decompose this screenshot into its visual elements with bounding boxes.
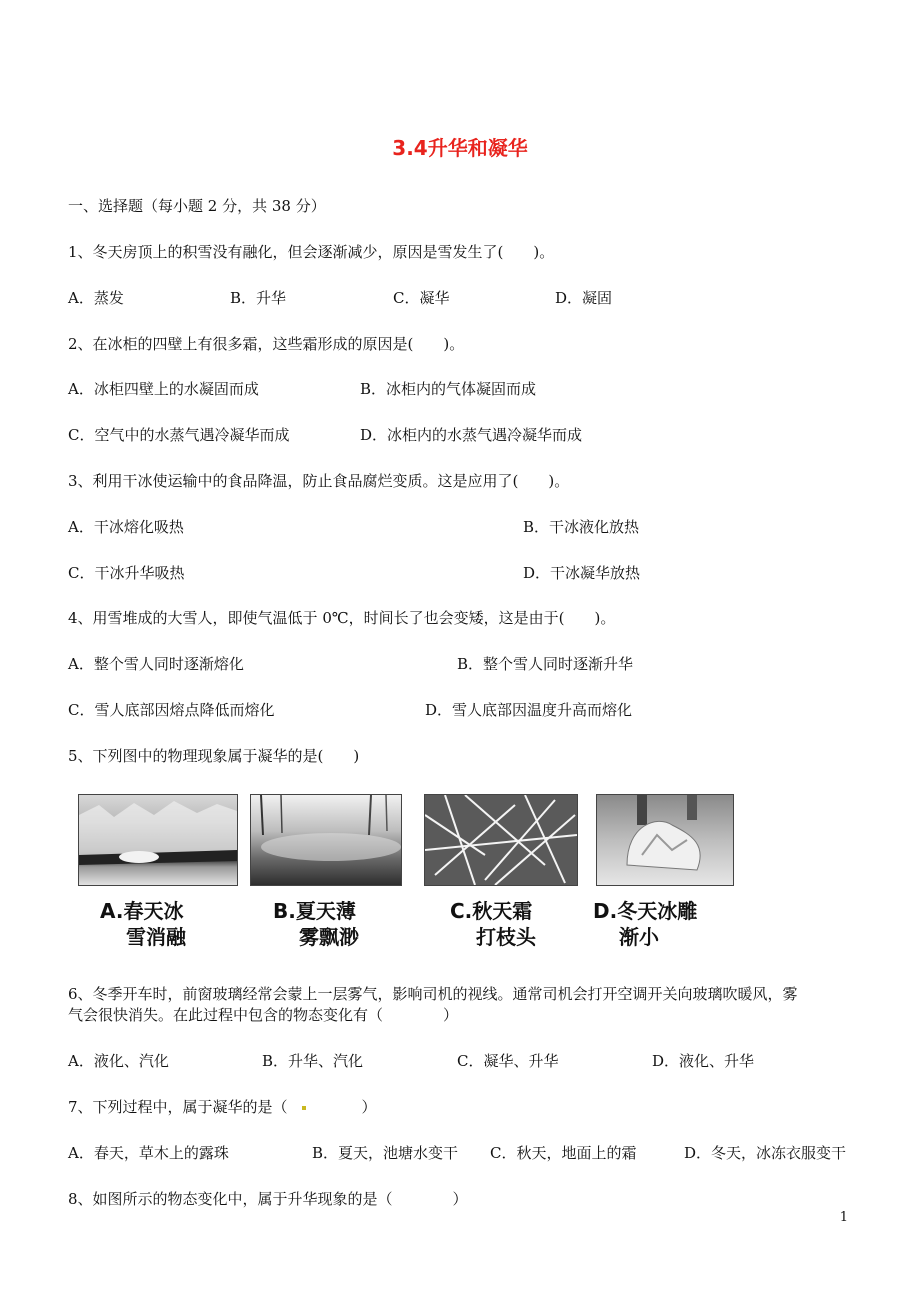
q2-option-a: A．冰柜四壁上的水凝固而成 xyxy=(68,380,259,398)
q7-option-a: A．春天，草木上的露珠 xyxy=(68,1144,229,1162)
winter-ice-sculpture-image xyxy=(596,794,734,886)
caption-c: C.秋天霜 打枝头 xyxy=(450,899,536,949)
question-5-stem: 5、下列图中的物理现象属于凝华的是( ) xyxy=(68,747,360,765)
q3-option-b: B．干冰液化放热 xyxy=(523,518,640,536)
q2-option-c: C．空气中的水蒸气遇冷凝华而成 xyxy=(68,426,290,444)
q1-option-c: C．凝华 xyxy=(393,289,450,307)
q1-option-b: B．升华 xyxy=(230,289,287,307)
q7-option-d: D．冬天，冰冻衣服变干 xyxy=(684,1144,847,1162)
q1-option-a: A．蒸发 xyxy=(68,289,124,307)
question-2-stem: 2、在冰柜的四壁上有很多霜，这些霜形成的原因是( )。 xyxy=(68,335,465,353)
q2-option-d: D．冰柜内的水蒸气遇冷凝华而成 xyxy=(360,426,583,444)
page-number: 1 xyxy=(839,1210,848,1225)
q6-option-c: C．凝华、升华 xyxy=(457,1052,559,1070)
question-6-stem-line1: 6、冬季开车时，前窗玻璃经常会蒙上一层雾气，影响司机的视线。通常司机会打开空调开关向玻璃吹暖风，雾 xyxy=(68,985,798,1003)
q3-option-a: A．干冰熔化吸热 xyxy=(68,518,184,536)
q7-option-b: B．夏天，池塘水变干 xyxy=(312,1144,459,1162)
autumn-frost-image xyxy=(424,794,578,886)
q4-option-a: A．整个雪人同时逐渐熔化 xyxy=(68,655,244,673)
spring-ice-melting-image xyxy=(78,794,238,886)
question-4-stem: 4、用雪堆成的大雪人，即使气温低于 0℃，时间长了也会变矮，这是由于( )。 xyxy=(68,609,616,627)
q7-option-c: C．秋天，地面上的霜 xyxy=(490,1144,637,1162)
q2-option-b: B．冰柜内的气体凝固而成 xyxy=(360,380,537,398)
caption-d: D.冬天冰雕 渐小 xyxy=(593,899,698,949)
q3-option-c: C．干冰升华吸热 xyxy=(68,564,185,582)
caption-a: A.春天冰 雪消融 xyxy=(100,899,186,949)
summer-mist-image xyxy=(250,794,402,886)
question-3-stem: 3、利用干冰使运输中的食品降温，防止食品腐烂变质。这是应用了( )。 xyxy=(68,472,570,490)
question-1-stem: 1、冬天房顶上的积雪没有融化，但会逐渐减少，原因是雪发生了( )。 xyxy=(68,243,555,261)
section-heading: 一、选择题（每小题 2 分，共 38 分） xyxy=(68,197,326,215)
page-title: 3.4升华和凝华 xyxy=(392,136,528,160)
q4-option-d: D．雪人底部因温度升高而熔化 xyxy=(425,701,633,719)
question-8-stem: 8、如图所示的物态变化中，属于升华现象的是（ ） xyxy=(68,1190,468,1208)
q6-option-d: D．液化、升华 xyxy=(652,1052,755,1070)
q4-option-c: C．雪人底部因熔点降低而熔化 xyxy=(68,701,275,719)
question-7-stem: 7、下列过程中，属于凝华的是（ ） xyxy=(68,1098,377,1116)
q6-option-b: B．升华、汽化 xyxy=(262,1052,364,1070)
q1-option-d: D．凝固 xyxy=(555,289,613,307)
q6-option-a: A．液化、汽化 xyxy=(68,1052,169,1070)
q3-option-d: D．干冰凝华放热 xyxy=(523,564,641,582)
q4-option-b: B．整个雪人同时逐渐升华 xyxy=(457,655,634,673)
caption-b: B.夏天薄 雾飘渺 xyxy=(273,899,359,949)
question-6-stem-line2: 气会很快消失。在此过程中包含的物态变化有（ ） xyxy=(68,1006,459,1024)
